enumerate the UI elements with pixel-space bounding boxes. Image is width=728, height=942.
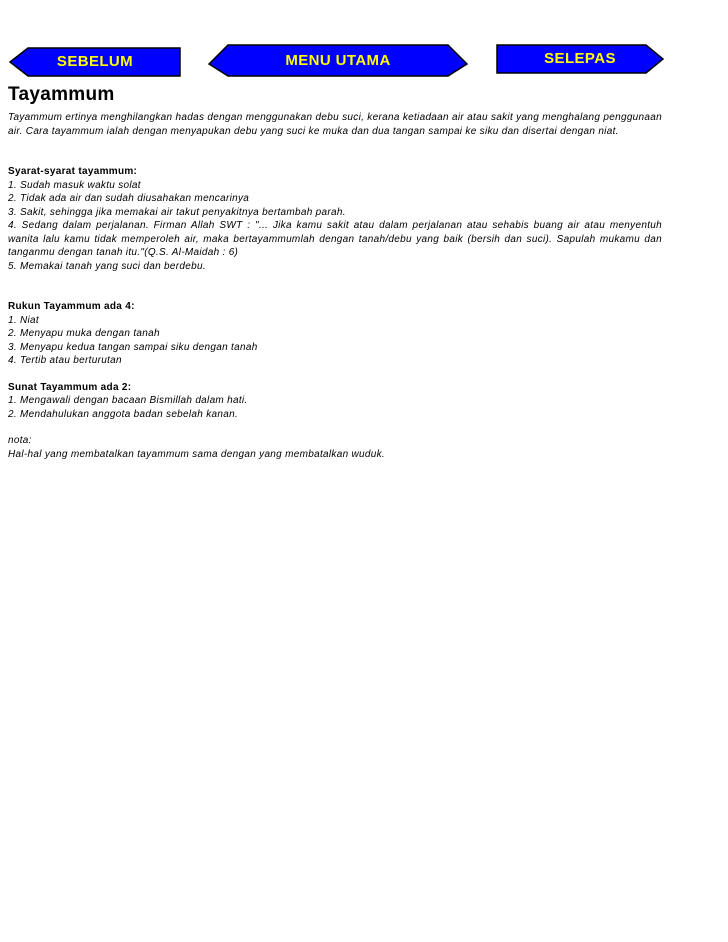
sunat-item: 1. Mengawali dengan bacaan Bismillah dalam hati. — [8, 395, 248, 406]
rukun-item: 4. Tertib atau berturutan — [8, 355, 122, 366]
syarat-item: 3. Sakit, sehingga jika memakai air takut penyakitnya bertambah parah. — [8, 206, 346, 218]
rukun-heading: Rukun Tayammum ada 4: — [8, 301, 135, 312]
sunat-item: 2. Mendahulukan anggota badan sebelah kanan. — [8, 408, 239, 420]
nota-text: Hal-hal yang membatalkan tayammum sama dengan yang membatalkan wuduk. — [8, 448, 385, 460]
sunat-heading: Sunat Tayammum ada 2: — [8, 381, 132, 393]
article-body — [8, 84, 662, 461]
previous-button-label: SEBELUM — [56, 53, 134, 70]
syarat-heading: Syarat-syarat tayammum: — [8, 166, 138, 177]
syarat-item: 2. Tidak ada air dan sudah diusahakan mencarinya — [8, 193, 250, 204]
nota-label: nota: — [8, 435, 32, 446]
rukun-item: 3. Menyapu kedua tangan sampai siku dengan tanah — [8, 341, 258, 353]
syarat-item: 1. Sudah masuk waktu solat — [8, 179, 141, 191]
rukun-item: 1. Niat — [8, 314, 40, 326]
previous-button[interactable] — [8, 47, 182, 77]
syarat-item: 5. Memakai tanah yang suci dan berdebu. — [8, 260, 206, 272]
intro-paragraph: Tayammum ertinya menghilangkan hadas dengan menggunakan debu suci, kerana ketiadaan air atau sakit yang menghalang penggunaan air. Cara tayammum ialah dengan menyapukan debu yang suci ke muka dan dua tangan sampai ke siku dan disertai dengan niat. — [8, 112, 662, 137]
syarat-item: 4. Sedang dalam perjalanan. Firman Allah SWT : "... Jika kamu sakit atau dalam perjalanan atau sehabis buang air atau menyentuh wanita lalu kamu tidak memperoleh air, maka bertayammumlah dengan tanah/debu yang baik (bersih dan suci). Sapulah mukamu dan tanganmu dengan tanah itu."(Q.S. Al-Maidah : 6) — [8, 220, 662, 258]
page-title: Tayammum — [8, 84, 115, 105]
main-menu-button[interactable] — [208, 44, 468, 77]
next-button-label: SELEPAS — [544, 50, 616, 67]
rukun-item: 2. Menyapu muka dengan tanah — [8, 328, 160, 339]
main-menu-button-label: MENU UTAMA — [285, 52, 391, 69]
next-button[interactable] — [496, 44, 664, 74]
